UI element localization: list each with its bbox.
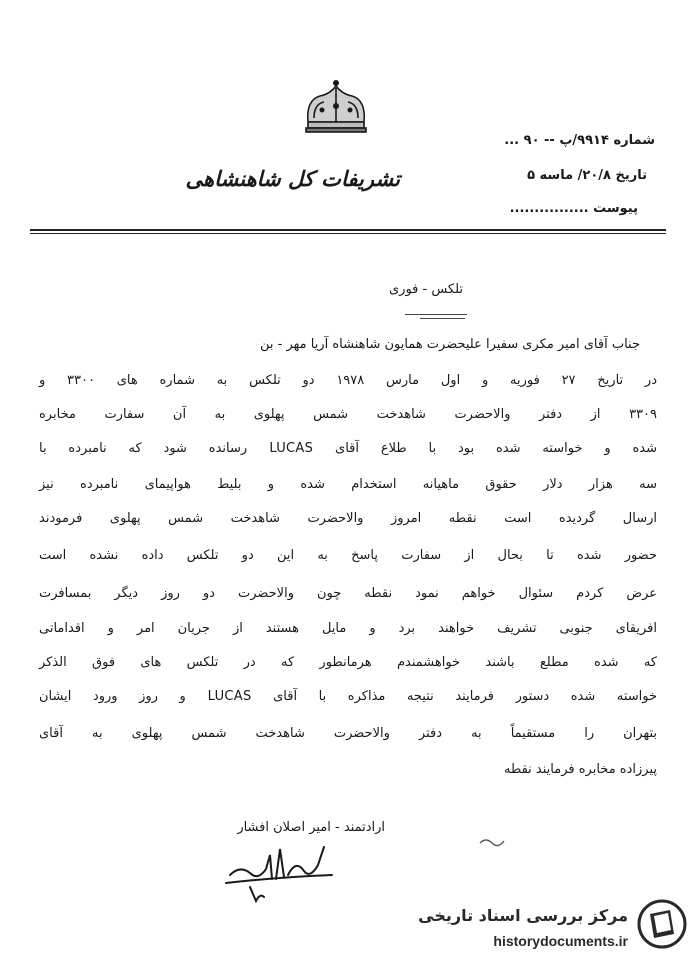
salutation: جناب آقای امیر مکری سفیرا علیحضرت همایون شاهنشاه آریا مهر - بن — [260, 337, 640, 352]
body-line: سه هزار دلار حقوق ماهیانه استخدام شده و بلیط هواپیمای نامبرده نیز — [39, 477, 657, 492]
closing-line: ارادتمند - امیر اصلان افشار — [237, 820, 385, 835]
body-line: حضور شده تا بحال از سفارت پاسخ به این دو تلکس داده نشده است — [39, 548, 657, 563]
body-line: که شده مطلع باشند خواهشمندم هرمانطور که در تلکس های فوق الذکر — [39, 655, 657, 670]
body-line: شده و خواسته شده بود با طلاع آقای LUCAS رسانده شود که نامبرده با — [39, 441, 657, 456]
header-divider — [30, 229, 666, 231]
office-title: تشریفات کل شاهنشاهی — [185, 166, 400, 191]
crown-emblem-icon — [300, 78, 372, 136]
letter-attachment: پیوست ................ — [509, 201, 638, 216]
watermark-archive-name: مرکز بررسی اسناد تاریخی — [418, 906, 628, 925]
body-line: ارسال گردیده است نقطه امروز والاحضرت شاهدخت شمس پهلوی فرمودند — [39, 511, 657, 526]
body-line-last: پیرزاده مخابره فرمایند نقطه — [503, 762, 657, 777]
margin-mark — [478, 835, 506, 849]
letter-number: شماره ۹۹۱۴/پ -- ۹۰ ... — [504, 133, 655, 148]
body-line: افریقای جنوبی تشریف خواهند برد و مایل هستند از جریان امر و اقداماتی — [39, 621, 657, 636]
signature-image — [220, 835, 340, 905]
body-line: ۳۳۰۹ از دفتر والاحضرت شاهدخت شمس پهلوی به آن سفارت مخابره — [39, 407, 657, 422]
telex-underline — [405, 314, 467, 315]
body-line: عرض کردم سئوال خواهم نمود نقطه چون والاحضرت دو روز دیگر بمسافرت — [39, 586, 657, 601]
body-line: در تاریخ ۲۷ فوریه و اول مارس ۱۹۷۸ دو تلکس به شماره های ۳۳۰۰ و — [39, 373, 657, 388]
body-line: بتهران را مستقیماً به دفتر والاحضرت شاهدخت شمس پهلوی به آقای — [39, 726, 657, 741]
telex-underline-second — [420, 318, 465, 319]
archive-logo-icon — [636, 898, 688, 950]
watermark-url[interactable]: historydocuments.ir — [493, 933, 628, 949]
letter-date: تاریخ ۲۰/۸/ ماسه ۵ — [527, 168, 647, 183]
header-divider-thin — [30, 233, 666, 234]
body-line: خواسته شده دستور فرمایند نتیجه مذاکره با آقای LUCAS و روز ورود ایشان — [39, 689, 657, 704]
telex-label: تلکس - فوری — [388, 282, 463, 297]
